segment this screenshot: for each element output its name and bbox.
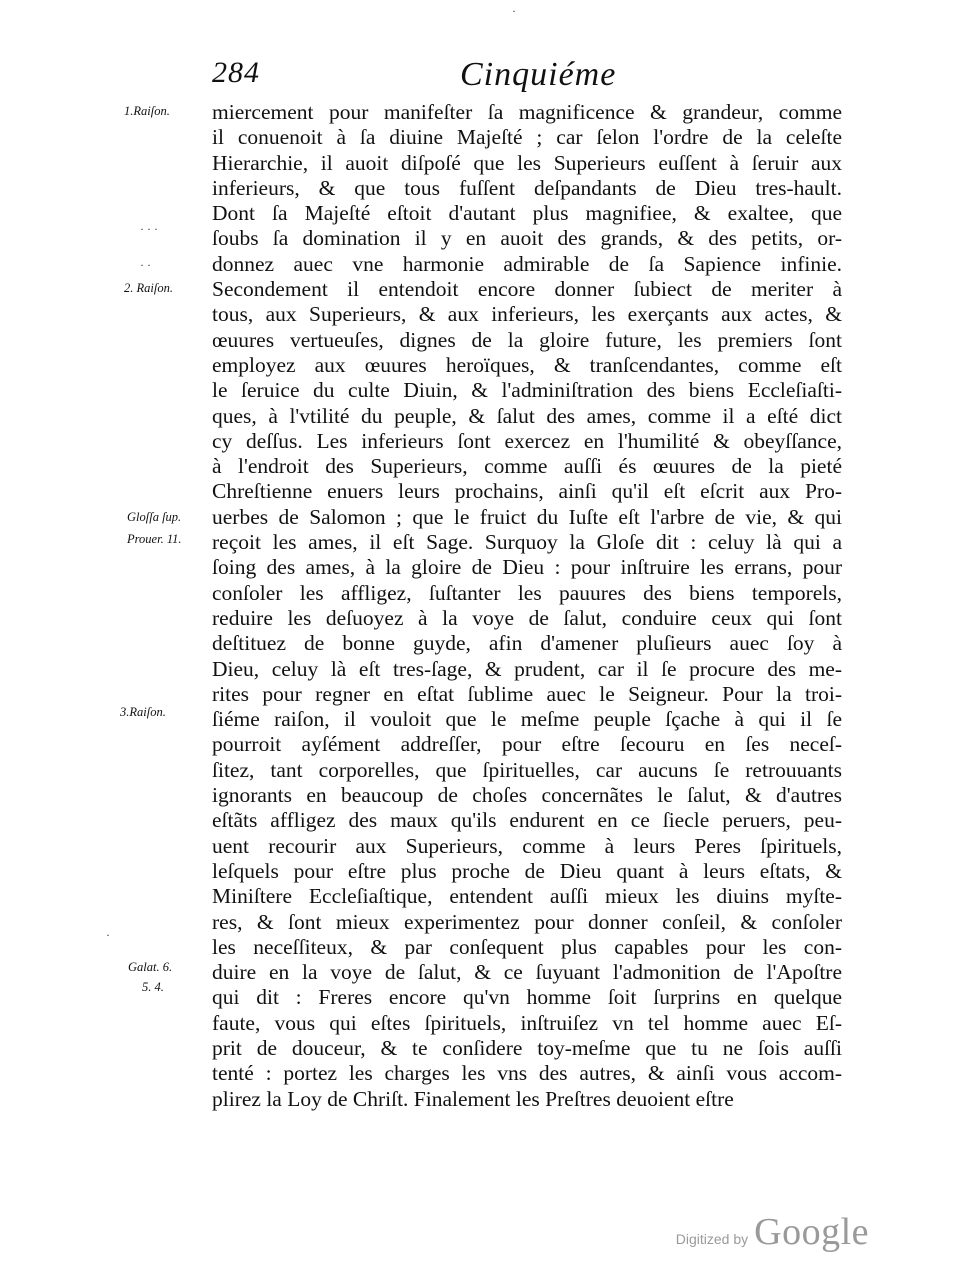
text-line: eſtãts affligez des maux qu'ils endurent en ce ſiecle peruers, peu- (212, 808, 842, 833)
text-line: qui dit : Freres encore qu'vn homme ſoit ſurprins en quelque (212, 985, 842, 1010)
text-line: donnez auec vne harmonie admirable de ſa Sapience infinie. (212, 251, 842, 276)
margin-note: 1.Raiſon. (124, 104, 170, 118)
text-line: Dont ſa Majeſté eſtoit d'autant plus magnifiee, & exaltee, que (212, 201, 842, 226)
text-line: res, & ſont mieux experimentez pour donner conſeil, & conſoler (212, 909, 842, 934)
margin-note: Gloſſa ſup. (127, 510, 182, 524)
text-line: cy deſſus. Les inferieurs ſont exercez en l'humilité & obeyſſance, (212, 428, 842, 453)
text-line: rites pour regner en eſtat ſublime auec le Seigneur. Pour la troi- (212, 681, 842, 706)
ink-specks: · (106, 928, 110, 942)
text-line: inferieurs, & que tous fuſſent deſpandants de Dieu tres-hault. (212, 175, 842, 200)
text-line: le ſeruice du culte Diuin, & l'adminiſtration des biens Eccleſiaſti- (212, 378, 842, 403)
text-line: Secondement il entendoit encore donner ſubiect de meriter à (212, 277, 842, 302)
text-line: conſoler les affligez, ſuſtanter les pauures des biens temporels, (212, 580, 842, 605)
text-line: uerbes de Salomon ; que le fruict du Iuſte eſt l'arbre de vie, & qui (212, 504, 842, 529)
text-line: à l'endroit des Superieurs, comme auſſi és œuures de la pieté (212, 454, 842, 479)
ink-specks: · · (140, 258, 151, 272)
text-line: employez aux œuures heroïques, & tranſcendantes, comme eſt (212, 352, 842, 377)
text-line: plirez la Loy de Chriſt. Finalement les Preſtres deuoient eſtre (212, 1086, 734, 1111)
page-number: 284 (212, 56, 260, 89)
text-line: faute, vous qui eſtes ſpirituels, inſtruiſez vn tel homme auec Eſ- (212, 1010, 842, 1035)
text-line: reduire les deſuoyez à la voye de ſalut, conduire ceux qui ſont (212, 605, 842, 630)
text-line: ſiéme raiſon, il vouloit que le meſme peuple ſçache à qui il ſe (212, 707, 842, 732)
margin-note: 3.Raiſon. (120, 705, 166, 719)
text-line: ſoubs ſa domination il y en auoit des grands, & des petits, or- (212, 226, 842, 251)
ink-specks: · (512, 4, 516, 18)
text-line: miercement pour manifeſter ſa magnificence & grandeur, comme (212, 100, 842, 124)
google-logo: Google (754, 1211, 869, 1253)
margin-note: Prouer. 11. (127, 532, 182, 546)
page-header (212, 56, 842, 100)
digitized-by-label: Digitized by (675, 1231, 749, 1247)
text-line: pourroit ayſément addreſſer, pour eſtre ſecouru en ſes neceſ- (212, 732, 842, 757)
text-line: deſtituez de bonne guyde, afin d'amener pluſieurs auec ſoy à (212, 631, 842, 656)
text-line: leſquels pour eſtre plus proche de Dieu quant à leurs eſtats, & (212, 858, 842, 883)
text-line: ques, à l'vtilité du peuple, & ſalut des ames, comme il a eſté dict (212, 403, 842, 428)
text-line: Dieu, celuy là eſt tres-ſage, & prudent, car il ſe procure des me- (212, 656, 842, 681)
margin-note: Galat. 6. (128, 960, 173, 974)
text-line: Miniſtere Eccleſiaſtique, entendent auſſi mieux les diuins myſte- (212, 884, 842, 909)
text-line: Chreſtienne enuers leurs prochains, ainſi qu'il eſt eſcrit aux Pro- (212, 479, 842, 504)
text-line: duire en la voye de ſalut, & ce ſuyuant l'admonition de l'Apoſtre (212, 960, 842, 985)
text-line: uent recourir aux Superieurs, comme à leurs Peres ſpirituels, (212, 833, 842, 858)
margin-note: 2. Raiſon. (124, 281, 173, 295)
body-text (212, 100, 842, 1112)
text-line: tous, aux Superieurs, & aux inferieurs, les exerçants aux actes, & (212, 302, 842, 327)
running-head: Cinquiéme (460, 56, 617, 93)
text-line: Hierarchie, il auoit diſpoſé que les Superieurs euſſent à ſeruir aux (212, 150, 842, 175)
digitized-watermark (676, 1210, 869, 1254)
text-line: ignorants en beaucoup de choſes concernãtes le ſalut, & d'autres (212, 783, 842, 808)
text-line: ſoing des ames, à la gloire de Dieu : pour inſtruire les errans, pour (212, 555, 842, 580)
text-line: il conuenoit à ſa diuine Majeſté ; car ſelon l'ordre de la celeſte (212, 125, 842, 150)
margin-note: 5. 4. (142, 980, 164, 994)
text-line: reçoit les ames, il eſt Sage. Surquoy la Gloſe dit : celuy là qui a (212, 530, 842, 555)
text-line: œuures vertueuſes, dignes de la gloire future, les premiers ſont (212, 327, 842, 352)
ink-specks: · · · (140, 222, 158, 236)
text-line: prit de douceur, & te conſidere toy-meſme que tu ne ſois auſſi (212, 1035, 842, 1060)
text-line: les neceſſiteux, & par conſequent plus capables pour les con- (212, 934, 842, 959)
text-line: ſitez, tant corporelles, que ſpirituelles, car aucuns ſe retrouuants (212, 757, 842, 782)
text-line: tenté : portez les charges les vns des autres, & ainſi vous accom- (212, 1061, 842, 1086)
